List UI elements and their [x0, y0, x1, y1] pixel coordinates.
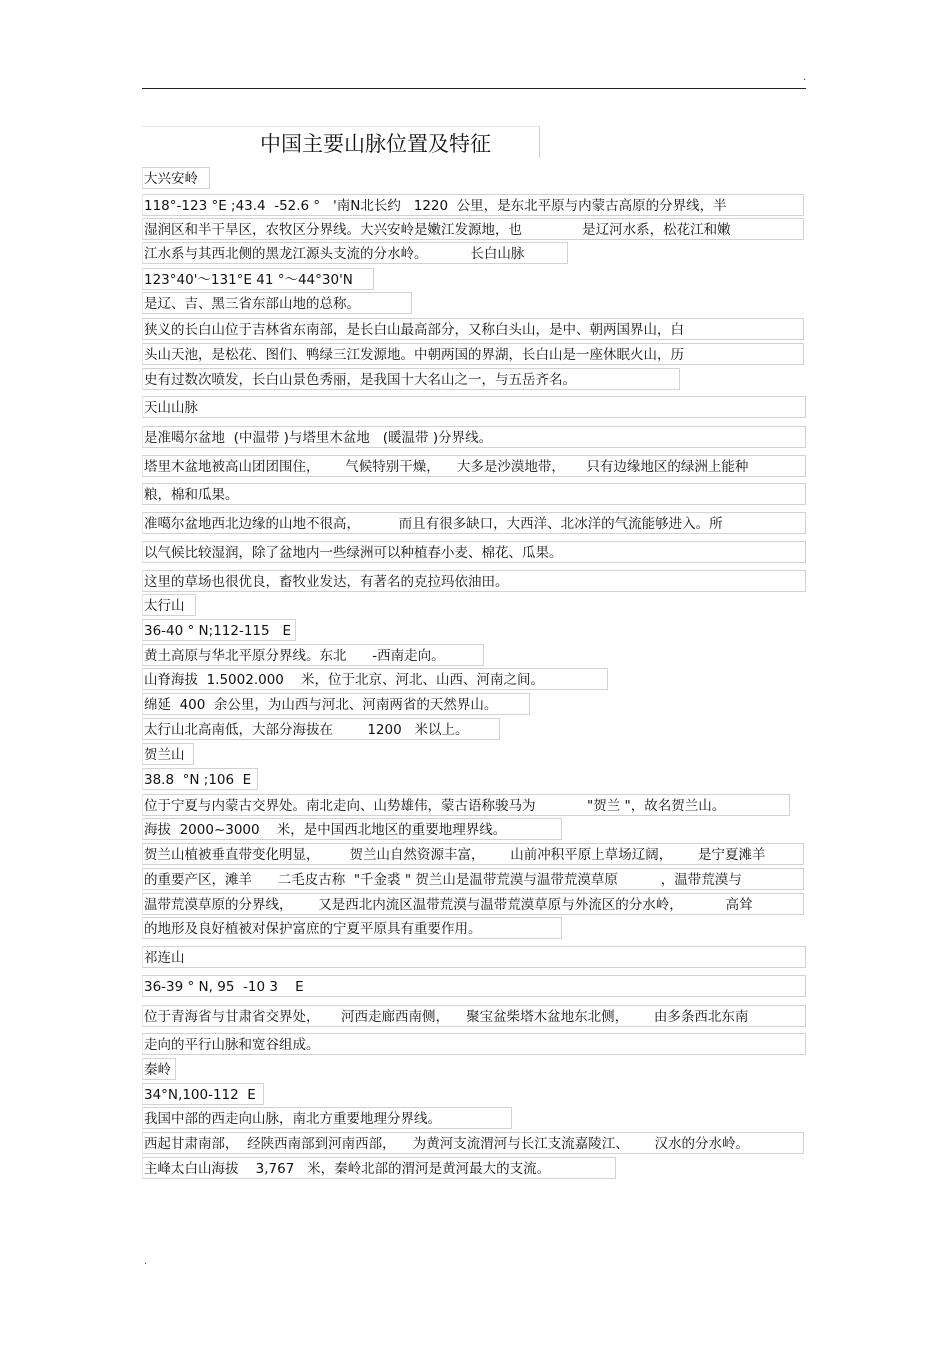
text-line: 西起甘肃南部， 经陕西南部到河南西部， 为黄河支流渭河与长江支流嘉陵江、 汉水的分水岭。 — [142, 1132, 804, 1154]
text-line: 贺兰山植被垂直带变化明显， 贺兰山自然资源丰富， 山前冲积平原上草场辽阔， 是宁夏滩羊 — [142, 843, 804, 865]
text-line: 位于青海省与甘肃省交界处， 河西走廊西南侧， 聚宝盆柴塔木盆地东北侧， 由多条西北东南 — [142, 1005, 806, 1027]
text-line: 走向的平行山脉和宽谷组成。 — [142, 1033, 806, 1055]
text-line: 贺兰山 — [142, 743, 194, 765]
text-line: 江水系与其西北侧的黑龙江源头支流的分水岭。 长白山脉 — [142, 242, 568, 264]
text-line: 山脊海拔 1.5002.000 米，位于北京、河北、山西、河南之间。 — [142, 668, 608, 690]
text-line: 是准噶尔盆地 (中温带 )与塔里木盆地 (暖温带 )分界线。 — [142, 426, 806, 448]
text-line: 头山天池，是松花、图们、鸭绿三江发源地。中朝两国的界湖，长白山是一座休眠火山，历 — [142, 343, 804, 365]
text-line: 史有过数次喷发，长白山景色秀丽，是我国十大名山之一，与五岳齐名。 — [142, 368, 680, 390]
text-line: 湿润区和半干旱区，农牧区分界线。大兴安岭是嫩江发源地，也 是辽河水系，松花江和嫩 — [142, 218, 804, 240]
text-line: 38.8 °N ;106 E — [142, 768, 258, 790]
text-line: 这里的草场也很优良，畜牧业发达，有著名的克拉玛依油田。 — [142, 570, 806, 592]
text-line: 海拔 2000~3000 米，是中国西北地区的重要地理界线。 — [142, 818, 562, 840]
text-line: 36-40 ° N;112-115 E — [142, 619, 296, 641]
footer-mark: . — [144, 1256, 148, 1267]
text-line: 的地形及良好植被对保护富庶的宁夏平原具有重要作用。 — [142, 917, 562, 939]
text-line: 位于宁夏与内蒙古交界处。南北走向、山势雄伟，蒙古语称骏马为 "贺兰 "，故名贺兰山。 — [142, 794, 790, 816]
text-line: 太行山北高南低，大部分海拔在 1200 米以上。 — [142, 718, 500, 740]
header-rule — [142, 88, 806, 89]
text-line: 太行山 — [142, 594, 196, 616]
text-line: 的重要产区，滩羊 二毛皮古称 "千金裘 " 贺兰山是温带荒漠与温带荒漠草原 ，温带荒漠与 — [142, 868, 804, 890]
text-line: 34°N,100-112 E — [142, 1083, 264, 1105]
text-line: 狭义的长白山位于吉林省东南部，是长白山最高部分，又称白头山，是中、朝两国界山，白 — [142, 318, 804, 340]
text-line: 36-39 ° N, 95 -10 3 E — [142, 975, 806, 997]
text-line: 118°-123 °E ;43.4 -52.6 ° '南N北长约 1220 公里，是东北平原与内蒙古高原的分界线，半 — [142, 194, 804, 216]
text-line: 主峰太白山海拔 3,767 米，秦岭北部的渭河是黄河最大的支流。 — [142, 1157, 616, 1179]
text-line: 塔里木盆地被高山团团围住， 气候特别干燥， 大多是沙漠地带， 只有边缘地区的绿洲上能种 — [142, 455, 806, 477]
text-line: 大兴安岭 — [142, 167, 210, 189]
text-line: 是辽、吉、黑三省东部山地的总称。 — [142, 292, 412, 314]
text-line: 天山山脉 — [142, 396, 806, 418]
text-line: 秦岭 — [142, 1058, 176, 1080]
text-line: 绵延 400 余公里，为山西与河北、河南两省的天然界山。 — [142, 693, 530, 715]
page-title: 中国主要山脉位置及特征 — [142, 126, 540, 158]
text-line: 我国中部的西走向山脉，南北方重要地理分界线。 — [142, 1107, 512, 1129]
text-line: 温带荒漠草原的分界线， 又是西北内流区温带荒漠与温带荒漠草原与外流区的分水岭， 高耸 — [142, 893, 804, 915]
text-line: 祁连山 — [142, 946, 806, 968]
text-line: 准噶尔盆地西北边缘的山地不很高， 而且有很多缺口，大西洋、北冰洋的气流能够进入。所 — [142, 512, 806, 534]
text-line: 123°40'～131°E 41 °～44°30'N — [142, 268, 374, 290]
header-mark: . — [803, 72, 807, 83]
text-line: 以气候比较湿润，除了盆地内一些绿洲可以种植春小麦、棉花、瓜果。 — [142, 541, 806, 563]
text-line: 粮，棉和瓜果。 — [142, 483, 806, 505]
text-line: 黄土高原与华北平原分界线。东北 -西南走向。 — [142, 644, 484, 666]
